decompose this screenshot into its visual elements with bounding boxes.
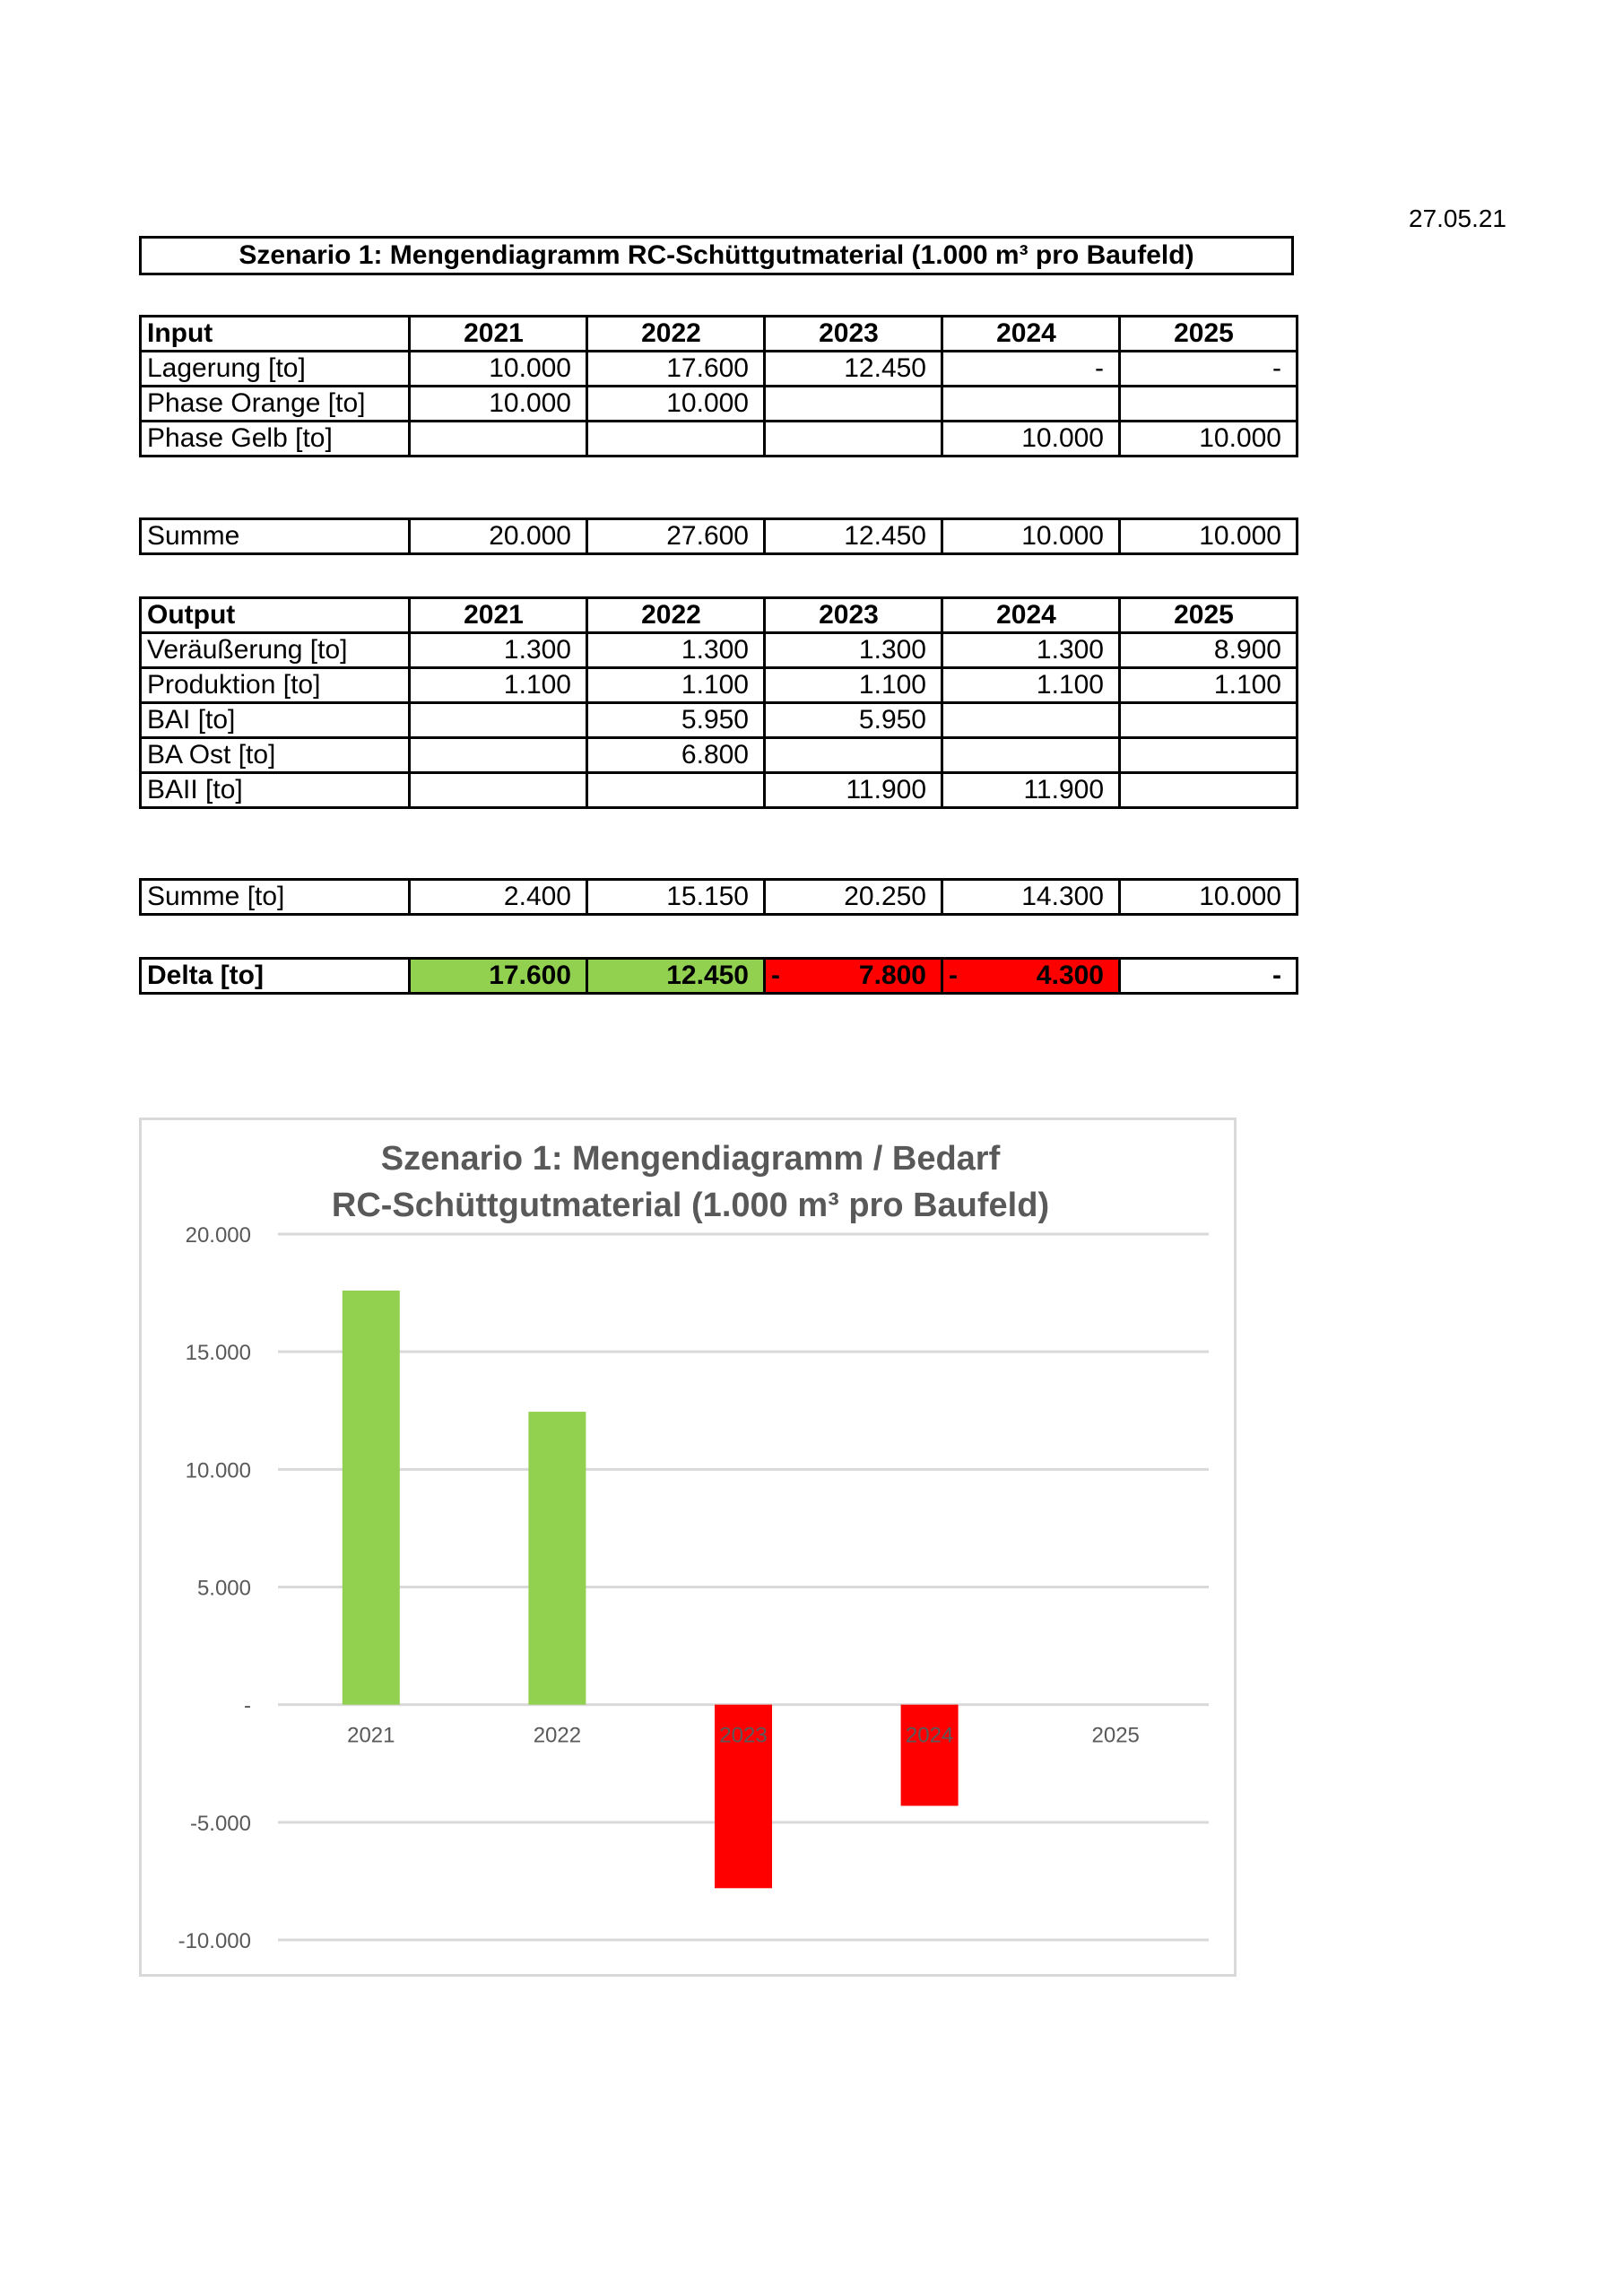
cell-value: 15.150 bbox=[587, 880, 765, 915]
delta-chart bbox=[139, 1118, 1237, 1977]
cell-value bbox=[410, 738, 587, 773]
cell-value bbox=[410, 773, 587, 808]
y-tick-label: - bbox=[244, 1693, 251, 1718]
row-label: BAII [to] bbox=[141, 773, 410, 808]
cell-value: 14.300 bbox=[942, 880, 1120, 915]
table-row bbox=[141, 352, 1298, 387]
y-tick-label: 15.000 bbox=[185, 1341, 251, 1366]
row-label: Summe bbox=[141, 519, 410, 554]
table-title-text: Szenario 1: Mengendiagramm RC-Schüttgutmaterial (1.000 m³ pro Baufeld) bbox=[239, 240, 1194, 270]
output-header-row bbox=[141, 598, 1298, 633]
sum-row bbox=[141, 880, 1298, 915]
cell-value: 10.000 bbox=[942, 519, 1120, 554]
input-header-year: 2021 bbox=[410, 317, 587, 352]
cell-value: 6.800 bbox=[587, 738, 765, 773]
cell-value bbox=[942, 387, 1120, 422]
sum-row bbox=[141, 519, 1298, 554]
input-header-year: 2024 bbox=[942, 317, 1120, 352]
chart-title-line-2: RC-Schüttgutmaterial (1.000 m³ pro Baufeld) bbox=[331, 1187, 1050, 1224]
cell-value: 10.000 bbox=[1120, 880, 1298, 915]
cell-value: 1.300 bbox=[410, 633, 587, 668]
output-sum-table bbox=[139, 878, 1298, 916]
cell-value: 20.250 bbox=[765, 880, 942, 915]
minus-sign: - bbox=[771, 961, 780, 990]
input-header-label: Input bbox=[141, 317, 410, 352]
table-row bbox=[141, 633, 1298, 668]
bar bbox=[528, 1412, 586, 1705]
document-date: 27.05.21 bbox=[1409, 204, 1506, 232]
row-label: Delta [to] bbox=[141, 959, 410, 994]
cell-value: 11.900 bbox=[942, 773, 1120, 808]
table-row bbox=[141, 738, 1298, 773]
cell-value bbox=[410, 703, 587, 738]
cell-value bbox=[410, 422, 587, 457]
row-label: Summe [to] bbox=[141, 880, 410, 915]
chart-title-line-1: Szenario 1: Mengendiagramm / Bedarf bbox=[380, 1140, 1001, 1178]
table-row bbox=[141, 387, 1298, 422]
delta-number: 4.300 bbox=[1036, 961, 1104, 990]
cell-value: 1.300 bbox=[942, 633, 1120, 668]
x-tick-label: 2023 bbox=[719, 1723, 768, 1748]
y-tick-label: 20.000 bbox=[185, 1223, 251, 1248]
output-header-year: 2023 bbox=[765, 598, 942, 633]
cell-value bbox=[765, 738, 942, 773]
cell-value: 10.000 bbox=[410, 352, 587, 387]
output-header-year: 2024 bbox=[942, 598, 1120, 633]
cell-value: 8.900 bbox=[1120, 633, 1298, 668]
row-label: BA Ost [to] bbox=[141, 738, 410, 773]
chart-plot bbox=[142, 1120, 1234, 1974]
cell-value: 20.000 bbox=[410, 519, 587, 554]
x-tick-label: 2024 bbox=[905, 1723, 954, 1748]
row-label: Produktion [to] bbox=[141, 668, 410, 703]
cell-value: 10.000 bbox=[587, 387, 765, 422]
bar bbox=[901, 1705, 959, 1806]
cell-value bbox=[942, 703, 1120, 738]
x-tick-label: 2022 bbox=[533, 1723, 582, 1748]
delta-table bbox=[139, 957, 1298, 995]
input-table bbox=[139, 315, 1298, 457]
delta-number: 7.800 bbox=[858, 961, 926, 990]
cell-value: 1.100 bbox=[765, 668, 942, 703]
row-label: Phase Gelb [to] bbox=[141, 422, 410, 457]
cell-value: 5.950 bbox=[587, 703, 765, 738]
cell-value: 1.100 bbox=[410, 668, 587, 703]
delta-value-positive: 12.450 bbox=[587, 959, 765, 994]
y-tick-label: -5.000 bbox=[189, 1811, 251, 1836]
delta-value-zero: - bbox=[1120, 959, 1298, 994]
table-row bbox=[141, 703, 1298, 738]
output-header-year: 2025 bbox=[1120, 598, 1298, 633]
row-label: BAI [to] bbox=[141, 703, 410, 738]
cell-value: 12.450 bbox=[765, 352, 942, 387]
cell-value: 10.000 bbox=[1120, 422, 1298, 457]
row-label: Phase Orange [to] bbox=[141, 387, 410, 422]
table-row bbox=[141, 422, 1298, 457]
delta-value-positive: 17.600 bbox=[410, 959, 587, 994]
table-row bbox=[141, 773, 1298, 808]
row-label: Veräußerung [to] bbox=[141, 633, 410, 668]
table-row bbox=[141, 668, 1298, 703]
cell-value: 27.600 bbox=[587, 519, 765, 554]
output-table bbox=[139, 596, 1298, 809]
cell-value bbox=[1120, 738, 1298, 773]
delta-row bbox=[141, 959, 1298, 994]
minus-sign: - bbox=[949, 961, 958, 990]
cell-value bbox=[1120, 773, 1298, 808]
cell-value: - bbox=[942, 352, 1120, 387]
output-header-year: 2021 bbox=[410, 598, 587, 633]
cell-value: 5.950 bbox=[765, 703, 942, 738]
cell-value bbox=[765, 387, 942, 422]
x-tick-label: 2025 bbox=[1091, 1723, 1140, 1748]
cell-value: 1.100 bbox=[942, 668, 1120, 703]
y-tick-label: 5.000 bbox=[196, 1576, 251, 1601]
cell-value: 1.300 bbox=[765, 633, 942, 668]
input-header-year: 2023 bbox=[765, 317, 942, 352]
cell-value: 10.000 bbox=[1120, 519, 1298, 554]
cell-value: 12.450 bbox=[765, 519, 942, 554]
input-header-year: 2025 bbox=[1120, 317, 1298, 352]
y-tick-label: -10.000 bbox=[178, 1929, 251, 1953]
cell-value: 10.000 bbox=[942, 422, 1120, 457]
cell-value bbox=[1120, 703, 1298, 738]
input-sum-table bbox=[139, 517, 1298, 555]
table-title bbox=[139, 236, 1294, 275]
x-tick-label: 2021 bbox=[347, 1723, 395, 1748]
input-header-year: 2022 bbox=[587, 317, 765, 352]
delta-value-negative bbox=[765, 959, 942, 994]
cell-value bbox=[587, 422, 765, 457]
input-header-row bbox=[141, 317, 1298, 352]
cell-value bbox=[587, 773, 765, 808]
cell-value bbox=[1120, 387, 1298, 422]
y-tick-label: 10.000 bbox=[185, 1458, 251, 1483]
cell-value: 11.900 bbox=[765, 773, 942, 808]
cell-value: 1.100 bbox=[1120, 668, 1298, 703]
cell-value: 1.100 bbox=[587, 668, 765, 703]
cell-value: 10.000 bbox=[410, 387, 587, 422]
row-label: Lagerung [to] bbox=[141, 352, 410, 387]
output-header-year: 2022 bbox=[587, 598, 765, 633]
output-header-label: Output bbox=[141, 598, 410, 633]
cell-value: 2.400 bbox=[410, 880, 587, 915]
cell-value: 1.300 bbox=[587, 633, 765, 668]
bar bbox=[343, 1291, 400, 1705]
cell-value bbox=[765, 422, 942, 457]
cell-value: 17.600 bbox=[587, 352, 765, 387]
cell-value bbox=[942, 738, 1120, 773]
cell-value: - bbox=[1120, 352, 1298, 387]
delta-value-negative bbox=[942, 959, 1120, 994]
